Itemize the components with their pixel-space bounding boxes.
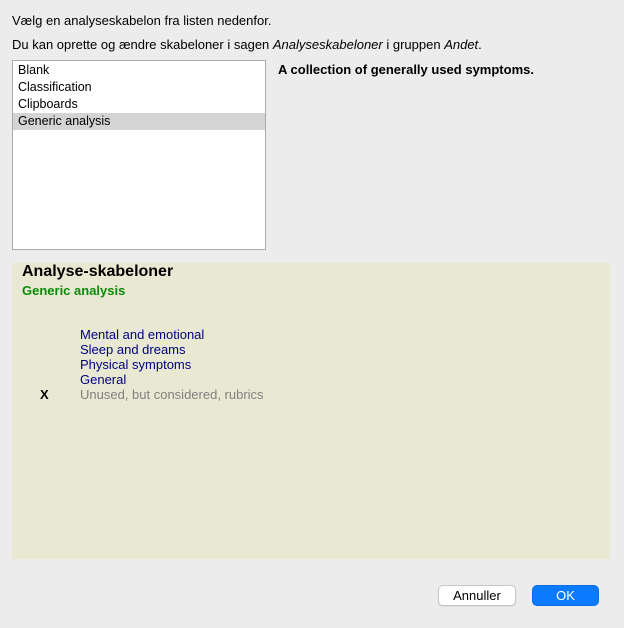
section-item-physical: Physical symptoms (80, 357, 192, 372)
section-item-mental: Mental and emotional (80, 327, 205, 342)
template-item-blank[interactable]: Blank (18, 63, 50, 77)
instruction-text: Vælg en analyseskabelon fra listen nedenfor. (12, 13, 272, 28)
preview-subtitle: Generic analysis (22, 283, 126, 298)
instruction-suffix: . (478, 37, 482, 52)
template-item-generic-analysis[interactable]: Generic analysis (13, 113, 265, 130)
ok-button[interactable]: OK (532, 585, 599, 606)
section-item-sleep: Sleep and dreams (80, 342, 186, 357)
template-listbox[interactable] (12, 60, 266, 250)
preview-section-list (80, 327, 264, 402)
template-item-clipboards[interactable]: Clipboards (18, 97, 78, 111)
template-item-classification[interactable]: Classification (18, 80, 92, 94)
section-item-unused: Unused, but considered, rubrics (80, 387, 264, 402)
instruction-middle: i gruppen (382, 37, 445, 52)
group-name: Andet (444, 37, 479, 52)
preview-title: Analyse-skabeloner (22, 263, 174, 280)
unused-marker: X (40, 387, 49, 402)
instruction-subtext (12, 37, 482, 52)
cancel-button[interactable]: Annuller (438, 585, 516, 606)
template-description: A collection of generally used symptoms. (278, 62, 534, 77)
template-preview-panel (12, 263, 610, 559)
instruction-prefix: Du kan oprette og ændre skabeloner i sagen (12, 37, 273, 52)
section-item-general: General (80, 372, 127, 387)
case-name: Analyseskabeloner (272, 37, 383, 52)
